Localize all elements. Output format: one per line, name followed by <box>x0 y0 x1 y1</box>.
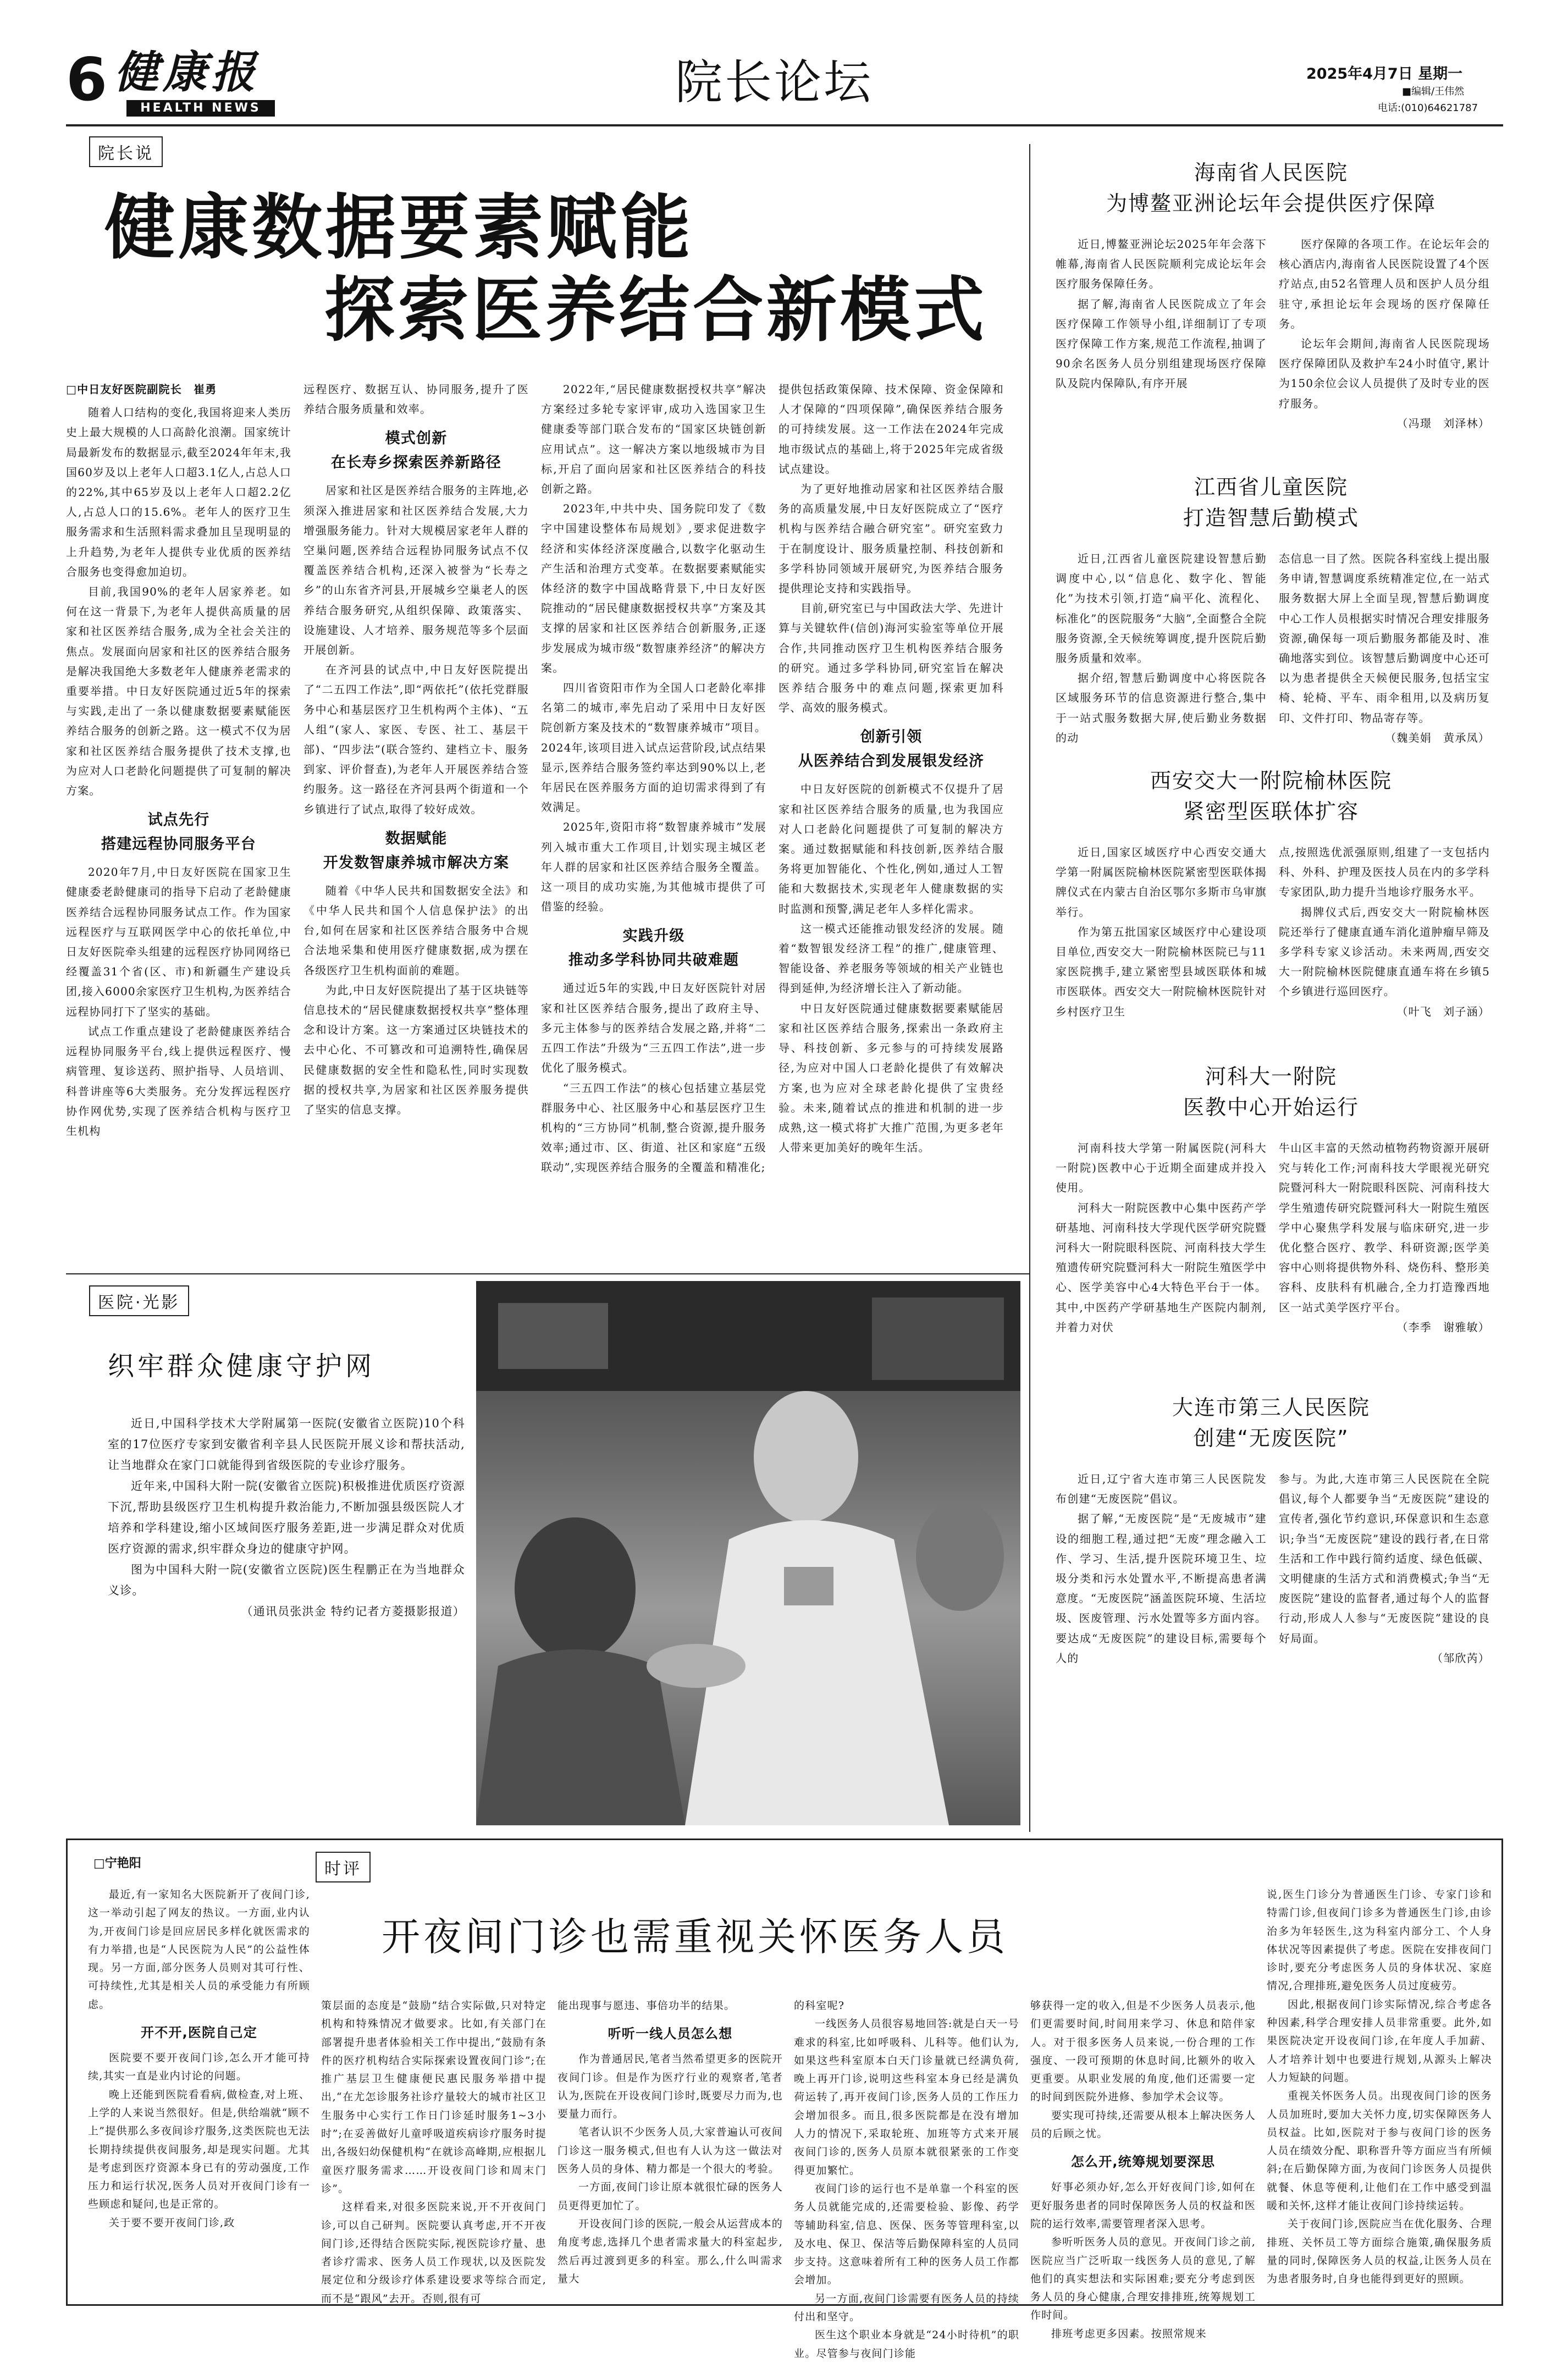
side-item-henan: 河科大一附院 医教中心开始运行 河南科技大学第一附属医院(河科大一附院)医教中心于近期全面建成并投入使用。 河科大一附院医教中心集中医药产学研基地、河南科技大学现代医学研究院暨河科大一附院眼科医院、河南科技大学生殖遗传研究院暨河科大一附院生殖医学中心、医学美容中心4大特色平台于一体。其中,中医药产学研基地生产医院内制剂,并着力对伏 牛山区丰富的天然动植物药物资源开展研究与转化工作;河南科技大学眼视光研究院暨河科大一附院眼科医院、河南科技大学生殖遗传研究院暨河科大一附院生殖医学中心聚焦学科发展与临床研究,进一步优化整合医疗、教学、科研资源;医学美容中心则将提供物外科、烧伤科、整形美容科、皮肤科有机融合,全力打造豫西地区一站式美学医疗平台。 （李季 谢雅敏） <box>1039 1061 1503 1380</box>
headline-line-2: 探索医养结合新模式 <box>324 269 988 351</box>
forum-sub-1: 试点先行 搭建远程协同服务平台 <box>101 811 256 853</box>
photo-tag: 医院·光影 <box>89 1285 189 1316</box>
comment-title: 开夜间门诊也需重视关怀医务人员 <box>382 1914 1008 1959</box>
side-credit: （魏美娟 黄承凤） <box>1385 731 1490 744</box>
side-item-dalian: 大连市第三人民医院 创建“无废医院” 近日,辽宁省大连市第三人民医院发布创建“无废医院”倡议。 据了解,“无废医院”是“无废城市”建设的细胞工程,通过把“无废”理念融入工作、学习、生活,提升医院环境卫生、垃圾分类和污水处置水平,不断提高患者满意度。“无废医院”涵盖医院环境、生活垃圾、医废管理、污水处置等多方面内容。要达成“无废医院”的建设目标,需要每个人的 参与。为此,大连市第三人民医院在全院倡议,每个人都要争当“无废医院”建设的宣传者,强化节约意识,环保意识和生态意识;争当“无废医院”建设的践行者,在日常生活和工作中践行简约适度、绿色低碳、文明健康的生活方式和消费模式;争当“无废医院”建设的监督者,通过每个人的监督行动,形成人人参与“无废医院”建设的良好局面。 （邹欣芮） <box>1039 1392 1503 1821</box>
side-item-title: 西安交大一附院榆林医院 紧密型医联体扩容 <box>1150 769 1392 824</box>
column-divider-right <box>1029 144 1030 1832</box>
commentary-frame-right <box>1501 1838 1503 2306</box>
forum-sub-3: 数据赋能 开发数智康养城市解决方案 <box>323 830 510 871</box>
comment-col-2: 策层面的态度是“鼓励”结合实际做,只对特定机构和特殊情况才做要求。比如,有关部门在部署提升患者体验相关工作中提出,“鼓励有条件的医疗机构结合实际探索设置夜间门诊”;在推广基层卫生健康便民惠民服务举措中提出,“在尤怎诊服务社诊疗量较大的城市社区卫生服务中心实行工作日门诊延时服务1~3小时”;在妥善做好儿童呼吸道疾病诊疗服务时提出,各级妇幼保健机构“在就诊高峰期,应根据儿童医疗服务需求……开设夜间门诊和周末门诊”。 这样看来,对很多医院来说,开不开夜间门诊,可以自己研判。医院要认真考虑,开不开夜间门诊,还得结合医院实际,视医院诊疗量、患者诊疗需求、医务人员工作现状,以及医院发展定位和分级诊疗体系建设要求等综合而定,而不是“跟风”去开。否则,很有可 <box>321 2000 546 2305</box>
comment-col-6: 说,医生门诊分为普通医生门诊、专家门诊和特需门诊,但夜间门诊多为普通医生门诊,由诊治多为年轻医生,这为科室内部分工、个人身体状况等因素提供了考虑。医院在安排夜间门诊时,要充分考虑医务人员的身体状况、家庭情况,合理排班,避免医务人员过度疲劳。 因此,根据夜间门诊实际情况,综合考虑各种因素,科学合理安排人员非常重要。此外,如果医院决定开设夜间门诊,在年度人手加薪、人才培养计划中也要进行规划,从源头上解决人力短缺的问题。 重视关怀医务人员。出现夜间门诊的医务人员加班时,要加大关怀力度,切实保障医务人员权益。比如,医院对于参与夜间门诊的医务人员在绩效分配、职称晋升等方面应当有所倾斜;在后勤保障方面,为夜间门诊医务人员提供就餐、休息等便利,让他们在工作中感受到温暖和关怀,这样才能让夜间门诊持续运转。 关于夜间门诊,医院应当在优化服务、合理排班、关怀员工等方面综合施策,确保服务质量的同时,保障医务人员的权益,让医务人员在为患者服务时,自身也能得到更好的照顾。 <box>1267 1889 1492 2285</box>
side-credit: （叶飞 刘子涵） <box>1396 1004 1490 1018</box>
comment-sub-3: 怎么开,统筹规划要深思 <box>1070 2154 1216 2170</box>
masthead-rule <box>66 124 1503 126</box>
paper-en: HEALTH NEWS <box>126 100 275 117</box>
doctor-consultation-scene <box>476 1281 1020 1825</box>
phone-line: 电话:(010)64621787 <box>1378 102 1478 114</box>
photo-credit: （通讯员张洪金 特约记者方菱摄影报道） <box>241 1605 465 1618</box>
side-item-title: 河科大一附院 医教中心开始运行 <box>1183 1064 1359 1119</box>
forum-col-1: □中日友好医院副院长 崔勇 随着人口结构的变化,我国将迎来人类历史上最大规模的人口高龄化浪潮。国家统计局最新发布的数据显示,截至2024年年末,我国60岁及以上老年人口超3.1亿人,占总人口的22%,其中65岁及以上老年人口超2.2亿人,占总人口的15.6%。老年人的医疗卫生服务需求和生活照料需求叠加且呈现明显的上升趋势,为老年人提供专业优质的医养结合服务也变得愈加迫切。 目前,我国90%的老年人居家养老。如何在这一背景下,为老年人提供高质量的居家和社区医养结合服务,成为全社会关注的焦点。发展面向居家和社区的医养结合服务是解决我国绝大多数老年人健康养老需求的重要举措。中日友好医院通过近5年的探索与实践,走出了一条以健康数据要素赋能医养结合服务的创新之路。这一模式不仅为居家和社区医养结合服务提供了技术支撑,也为应对人口老龄化问题提供了可复制的解决方案。 试点先行 搭建远程协同服务平台 2020年7月,中日友好医院在国家卫生健康委老龄健康司的指导下启动了老龄健康医养结合远程协同服务试点工作。作为国家远程医疗与互联网医学中心的依托单位,中日友好医院牵头组建的远程医疗协同网络已经覆盖31个省(区、市)和新疆生产建设兵团,接入6000余家医疗卫生机构,为医养结合远程协同打下了坚实的基础。 试点工作重点建设了老龄健康医养结合远程协同服务平台,线上提供远程医疗、慢病管理、复诊送药、照护指导、人员培训、科普讲座等6大类服务。充分发挥远程医疗协作网优势,实现了医养结合机构与医疗卫生机构 <box>66 379 291 1259</box>
photo-image <box>476 1281 1020 1825</box>
photo-title: 织牢群众健康守护网 <box>108 1351 376 1382</box>
side-credit: （邹欣芮） <box>1432 1651 1490 1665</box>
headline <box>104 187 1039 352</box>
commentary-frame-left <box>66 1838 68 2306</box>
comment-col-1: 最近,有一家知名大医院新开了夜间门诊,这一举动引起了网友的热议。一方面,业内认为,开夜间门诊是回应居民多样化就医需求的有力举措,也是“人民医院为人民”的公益性体现。另一方面,部分医务人员则对其可行性、可持续性,尤其是相关人员的承受能力有所顾虑。 开不开,医院自己定 医院要不要开夜间门诊,怎么开才能可持续,其实一直是业内讨论的问题。 晚上还能到医院看看病,做检查,对上班、上学的人来说当然很好。但是,供给端就“顾不上”提供那么多夜间诊疗服务,这类医院也无法长期持续提供夜间服务,却是现实问题。尤其是考虑到医疗资源本身已有的劳动强度,工作压力和运行状况,医务人员对开夜间门诊有一些顾虑和疑问,也是正常的。 关于要不要开夜间门诊,政 <box>88 1889 310 2229</box>
side-news <box>1039 144 1503 1832</box>
comment-byline: □宁艳阳 <box>93 1857 141 1870</box>
headline-line-1: 健康数据要素赋能 <box>104 187 694 269</box>
editor-line: ■编辑/王伟然 <box>1402 86 1465 97</box>
forum-col-2: 远程医疗、数据互认、协同服务,提升了医养结合服务质量和效率。 模式创新 在长寿乡探索医养新路径 居家和社区是医养结合服务的主阵地,必须深入推进居家和社区医养结合发展,大力增强服务能力。针对大规模居家老年人群的空巢问题,医养结合远程协同服务试点不仅覆盖医养结合机构,还深入被誉为“长寿之乡”的山东省齐河县,开展城乡空巢老人的医养结合服务研究,从组织保障、政策落实、设施建设、人才培养、服务规范等多个层面开展创新。 在齐河县的试点中,中日友好医院提出了“二五四工作法”,即“两依托”(依托党群服务中心和基层医疗卫生机构两个主体)、“五人组”(家人、家医、专医、社工、基层干部)、“四步法”(联合签约、建档立卡、服务到家、评价督查),为老年人开展医养结合签约服务。这一路径在齐河县两个街道和一个乡镇进行了试点,取得了较好成效。 数据赋能 开发数智康养城市解决方案 随着《中华人民共和国数据安全法》和《中华人民共和国个人信息保护法》的出台,如何在居家和社区医养结合服务中合规合法地采集和使用医疗健康数据,成为摆在各级医疗卫生机构面前的难题。 为此,中日友好医院提出了基于区块链等信息技术的“居民健康数据授权共享”整体理念和设计方案。这一方案通过区块链技术的去中心化、不可篡改和可追溯特性,确保居民健康数据的安全性和隐私性,同时实现数据的授权共享,为居家和社区医养服务提供了坚实的信息支撑。 <box>303 383 529 1117</box>
forum-sub-5: 创新引领 从医养结合到发展银发经济 <box>798 728 985 770</box>
photo-section-rule <box>66 1273 1029 1274</box>
side-credit: （冯璟 刘泽林） <box>1396 416 1490 430</box>
comment-tag: 时评 <box>316 1852 371 1882</box>
side-item-jiangxi: 江西省儿童医院 打造智慧后勤模式 近日,江西省儿童医院建设智慧后勤调度中心,以“信息化、数字化、智能化”为技术引领,打造“扁平化、流程化、标准化”的医院服务“大脑”,全面整合全院服务资源,全天候统筹调度,提升医院后勤服务质量和效率。 据介绍,智慧后勤调度中心将医院各区域服务环节的信息资源进行整合,集中于一站式服务数据大屏,使后勤业务数据的动 态信息一目了然。医院各科室线上提出服务申请,智慧调度系统精准定位,在一站式服务数据大屏上全面呈现,智慧后勤调度中心工作人员根据实时情况合理安排服务资源,确保每一项后勤服务都能及时、准确地落实到位。该智慧后勤调度中心还可以为患者提供全天候便民服务,包括宝宝椅、轮椅、平车、雨伞租用,以及病历复印、文件打印、物品寄存等。 （魏美娟 黄承凤） <box>1039 472 1503 791</box>
forum-col-4: 提供包括政策保障、技术保障、资金保障和人才保障的“四项保障”,确保医养结合服务的可持续发展。这一工作法在2024年完成地市级试点的基础上,将于2025年完成省级试点建设。 为了更好地推动居家和社区医养结合服务的高质量发展,中日友好医院成立了“医疗机构与医养结合融合研究室”。研究室致力于在制度设计、服务质量控制、科技创新和多学科协同领域开展研究,为医养结合服务提供理论支持和实践指导。 目前,研究室已与中国政法大学、先进计算与关键软件(信创)海河实验室等单位开展合作,共同推动医疗卫生机构医养结合服务的研究。通过多学科协同,研究室旨在解决医养结合服务中的难点问题,探索更加科学、高效的服务模式。 创新引领 从医养结合到发展银发经济 中日友好医院的创新模式不仅提升了居家和社区医养结合服务的质量,也为我国应对人口老龄化问题提供了可复制的解决方案。通过数据赋能和科技创新,医养结合服务将更加智能化、个性化,例如,通过人工智能和大数据技术,实现老年人健康数据的实时监测和预警,满足老年人多样化需求。 这一模式还能推动银发经济的发展。随着“数智银发经济工程”的推广,健康管理、智能设备、养老服务等领域的相关产业链也得到延伸,为经济增长注入了新动能。 中日友好医院通过健康数据要素赋能居家和社区医养结合服务,探索出一条政府主导、科技创新、多元参与的可持续发展路径,为应对中国人口老龄化提供了有效解决方案,也为应对全球老龄化提供了宝贵经验。未来,随着试点的推进和机制的进一步成熟,这一模式将扩大推广范围,为更多老年人带来更加美好的晚年生活。 <box>779 383 1004 1155</box>
issue-date: 2025年4月7日 星期一 <box>1306 65 1463 82</box>
commentary-top-rule <box>66 1838 1503 1840</box>
comment-sub-2: 听听一线人员怎么想 <box>608 2026 733 2042</box>
masthead <box>0 0 1568 132</box>
photo-caption: 近日,中国科学技术大学附属第一医院(安徽省立医院)10个科室的17位医疗专家到安徽省利辛县人民医院开展义诊和帮扶活动,让当地群众在家门口就能得到省级医院的专业诊疗服务。 近年来,中国科大附一院(安徽省立医院)积极推进优质医疗资源下沉,帮助县级医疗卫生机构提升救治能力,不断加强县级医院人才培养和学科建设,缩小区域间医疗服务差距,进一步满足群众对优质医疗资源的需求,织牢群众身边的健康守护网。 图为中国科大附一院(安徽省立医院)医生程鹏正在为当地群众义诊。 （通讯员张洪金 特约记者方菱摄影报道） <box>108 1413 465 1809</box>
forum-col-3: 2022年,“居民健康数据授权共享”解决方案经过多轮专家评审,成功入选国家卫生健康委等部门联合发布的“国家区块链创新应用试点”。这一解决方案以地级城市为目标,开启了面向居家和社区医养结合的科技创新之路。 2023年,中共中央、国务院印发了《数字中国建设整体布局规划》,要求促进数字经济和实体经济深度融合,以数字化驱动生产生活和治理方式变革。在数据要素赋能实体经济的数字中国战略背景下,中日友好医院推动的“居民健康数据授权共享”方案及其支撑的居家和社区医养结合创新服务,正逐步发展成为城市级“数智康养经济”的解决方案。 四川省资阳市作为全国人口老龄化率排名第二的城市,率先启动了采用中日友好医院创新方案及技术的“数智康养城市”项目。2024年,该项目进入试点运营阶段,试点结果显示,医养结合服务签约率达到90%以上,老年居民在医养服务方面的迫切需求得到了有效满足。 2025年,资阳市将“数智康养城市”发展列入城市重大工作项目,计划实现主城区老年人群的居家和社区医养结合服务全覆盖。这一项目的成功实施,为其他城市提供了可借鉴的经验。 实践升级 推动多学科协同共破难题 通过近5年的实践,中日友好医院针对居家和社区医养结合服务,提出了政府主导、多元主体参与的医养结合发展之路,并将“二五四工作法”升级为“三五四工作法”,进一步优化了服务模式。 “三五四工作法”的核心包括建立基层党群服务中心、社区服务中心和基层医疗卫生机构的“三方协同”机制,整合资源,提升服务效率;通过市、区、街道、社区和家庭“五级联动”,实现医养结合服务的全覆盖和精准化; <box>541 383 767 1174</box>
comment-col-4: 的科室呢? 一线医务人员很容易地回答:就是白天一号难求的科室,比如呼吸科、儿科等。他们认为,如果这些科室原本白天门诊量就已经满负荷,晚上再开门诊,说明这些科室本身已经是满负荷运转了,再开夜间门诊,医务人员的工作压力会增加很多。而且,很多医院都是在没有增加人力的情况下,采取轮班、加班等方式来开展夜间门诊的,医务人员原本就很紧张的工作变得更加繁忙。 夜间门诊的运行也不是单靠一个科室的医务人员就能完成的,还需要检验、影像、药学等辅助科室,信息、医保、医务等管理科室,以及水电、保卫、保洁等后勤保障科室的人员同步支持。这意味着所有工种的医务人员工作都会增加。 另一方面,夜间门诊需要有医务人员的持续付出和坚守。 医生这个职业本身就是“24小时待机”的职业。尽管参与夜间门诊能 <box>794 2000 1019 2360</box>
side-item-xian: 西安交大一附院榆林医院 紧密型医联体扩容 近日,国家区域医疗中心西安交通大学第一附属医院榆林医院紧密型医联体揭牌仪式在内蒙古自治区鄂尔多斯市乌审旗举行。 作为第五批国家区域医疗中心建设项目单位,西安交大一附院榆林医院已与11家医院携手,建立紧密型县域医联体和城市医联体。西安交大一附院榆林医院针对乡村医疗卫生 点,按照选优派强原则,组建了一支包括内科、外科、护理及医技人员在内的多学科专家团队,助力提升当地诊疗服务水平。 揭牌仪式后,西安交大一附院榆林医院还举行了健康直通车消化道肿瘤早筛及多学科专家义诊活动。未来两周,西安交大一附院榆林医院健康直通车将在乡镇5个乡镇进行巡回医疗。 （叶飞 刘子涵） <box>1039 765 1503 1073</box>
commentary-frame-bottom <box>66 2304 1503 2306</box>
comment-col-3: 能出现事与愿违、事倍功半的结果。 听听一线人员怎么想 作为普通居民,笔者当然希望更多的医院开夜间门诊。但是作为医疗行业的观察者,笔者认为,医院在开设夜间门诊时,既要尽力而为,也要量力而行。 笔者认识不少医务人员,大家普遍认可夜间门诊这一服务模式,但也有人认为这一做法对医务人员的身体、精力都是一个很大的考验。 一方面,夜间门诊让原本就很忙碌的医务人员更得更加忙了。 开设夜间门诊的医院,一般会从运营成本的角度考虑,选择几个患者需求量大的科室起步,然后再过渡到更多的科室。那么,什么叫需求量大 <box>557 2000 783 2285</box>
side-item-title: 江西省儿童医院 打造智慧后勤模式 <box>1183 475 1359 530</box>
forum-sub-4: 实践升级 推动多学科协同共破难题 <box>568 927 739 969</box>
paper-title: 健康报 <box>114 46 260 98</box>
forum-byline: □中日友好医院副院长 崔勇 <box>66 383 217 396</box>
side-item-title: 海南省人民医院 为博鳌亚洲论坛年会提供医疗保障 <box>1106 161 1436 216</box>
page-number: 6 <box>66 46 108 114</box>
comment-sub-1: 开不开,医院自己定 <box>141 2025 257 2041</box>
section-title: 院长论坛 <box>675 55 873 110</box>
side-item-title: 大连市第三人民医院 创建“无废医院” <box>1172 1395 1370 1450</box>
forum-tag: 院长说 <box>89 136 163 167</box>
side-item-hainan: 海南省人民医院 为博鳌亚洲论坛年会提供医疗保障 近日,博鳌亚洲论坛2025年年会落下帷幕,海南省人民医院顺利完成论坛年会医疗服务保障任务。 据了解,海南省人民医院成立了年会医疗保障工作领导小组,详细制订了专项医疗保障工作方案,规范工作流程,抽调了90余名医务人员分别组建现场医疗保障队及院内保障队,有序开展 医疗保障的各项工作。在论坛年会的核心酒店内,海南省人民医院设置了4个医疗站点,由52名管理人员和医护人员分组驻守,承担论坛年会现场的医疗保障任务。 论坛年会期间,海南省人民医院现场医疗保障团队及救护车24小时值守,累计为150余位会议人员提供了及时专业的医疗服务。 （冯璟 刘泽林） <box>1039 157 1503 465</box>
comment-col-5: 够获得一定的收入,但是不少医务人员表示,他们更需要时间,时间用来学习、休息和陪伴家人。对于很多医务人员来说,一份合理的工作强度、一段可预期的休息时间,比额外的收入更重要。从职业发展的角度,他们还需要一定的时间到医院外进修、参加学术会议等。 要实现可持续,还需要从根本上解决医务人员的后顾之忧。 怎么开,统筹规划要深思 好事必须办好,怎么开好夜间门诊,如何在更好服务患者的同时保障医务人员的权益和医院的运行效率,需要管理者深入思考。 参听听医务人员的意见。开夜间门诊之前,医院应当广泛听取一线医务人员的意见,了解他们的真实想法和实际困难;要充分考虑到医务人员的身心健康,合理安排排班,统筹规划工作时间。 排班考虑更多因素。按照常规来 <box>1030 2000 1256 2340</box>
side-credit: （李季 谢雅敏） <box>1396 1320 1490 1334</box>
forum-sub-2: 模式创新 在长寿乡探索医养新路径 <box>330 430 502 472</box>
